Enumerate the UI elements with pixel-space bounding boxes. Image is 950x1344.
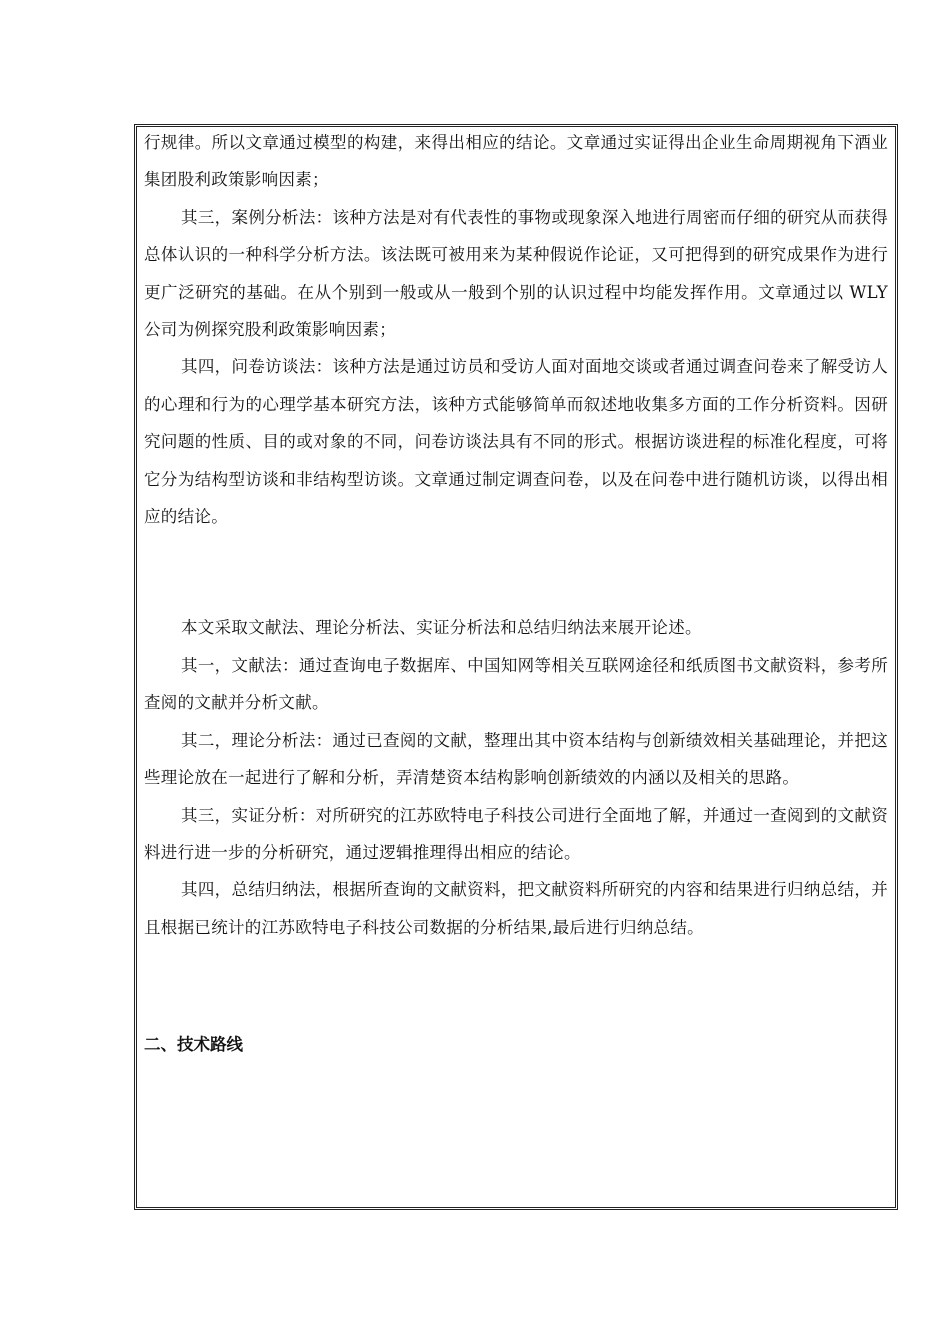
paragraph-continuation: 行规律。所以文章通过模型的构建，来得出相应的结论。文章通过实证得出企业生命周期视角下酒业集团股利政策影响因素；: [144, 133, 888, 190]
paragraph-literature-method: 其一，文献法：通过查询电子数据库、中国知网等相关互联网途径和纸质图书文献资料，参考所查阅的文献并分析文献。: [144, 655, 888, 713]
spacer: [144, 535, 888, 609]
paragraph-summary-method: 其四，总结归纳法，根据所查询的文献资料，把文献资料所研究的内容和结果进行归纳总结，并且根据已统计的江苏欧特电子科技公司数据的分析结果,最后进行归纳总结。: [144, 880, 888, 937]
section-heading-tech-route: 二、技术路线: [144, 1035, 243, 1055]
paragraph-questionnaire: 其四，问卷访谈法：该种方法是通过访员和受访人面对面地交谈或者通过调查问卷来了解受访人的心理和行为的心理学基本研究方法，该种方式能够简单而叙述地收集多方面的工作分析资料。因研究问题的性质、目的或对象的不同，问卷访谈法具有不同的形式。根据访谈进程的标准化程度，可将它分为结构型访谈和非结构型访谈。文章通过制定调查问卷，以及在问卷中进行随机访谈，以得出相应的结论。: [144, 357, 888, 527]
document-body: [144, 124, 888, 1064]
paragraph-theory-method: 其二，理论分析法：通过已查阅的文献，整理出其中资本结构与创新绩效相关基础理论，并把这些理论放在一起进行了解和分析，弄清楚资本结构影响创新绩效的内涵以及相关的思路。: [144, 730, 888, 788]
paragraph-empirical-method: 其三，实证分析：对所研究的江苏欧特电子科技公司进行全面地了解，并通过一查阅到的文献资料进行进一步的分析研究，通过逻辑推理得出相应的结论。: [144, 805, 888, 862]
paragraph-methods-intro: 本文采取文献法、理论分析法、实证分析法和总结归纳法来展开论述。: [181, 618, 702, 638]
spacer: [144, 946, 888, 1026]
paragraph-case-analysis: 其三，案例分析法：该种方法是对有代表性的事物或现象深入地进行周密而仔细的研究从而获得总体认识的一种科学分析方法。该法既可被用来为某种假说作论证，又可把得到的研究成果作为进行更广泛研究的基础。在从个别到一般或从一般到个别的认识过程中均能发挥作用。文章通过以 WLY 公司为例探究股利政策影响因素；: [144, 207, 888, 340]
